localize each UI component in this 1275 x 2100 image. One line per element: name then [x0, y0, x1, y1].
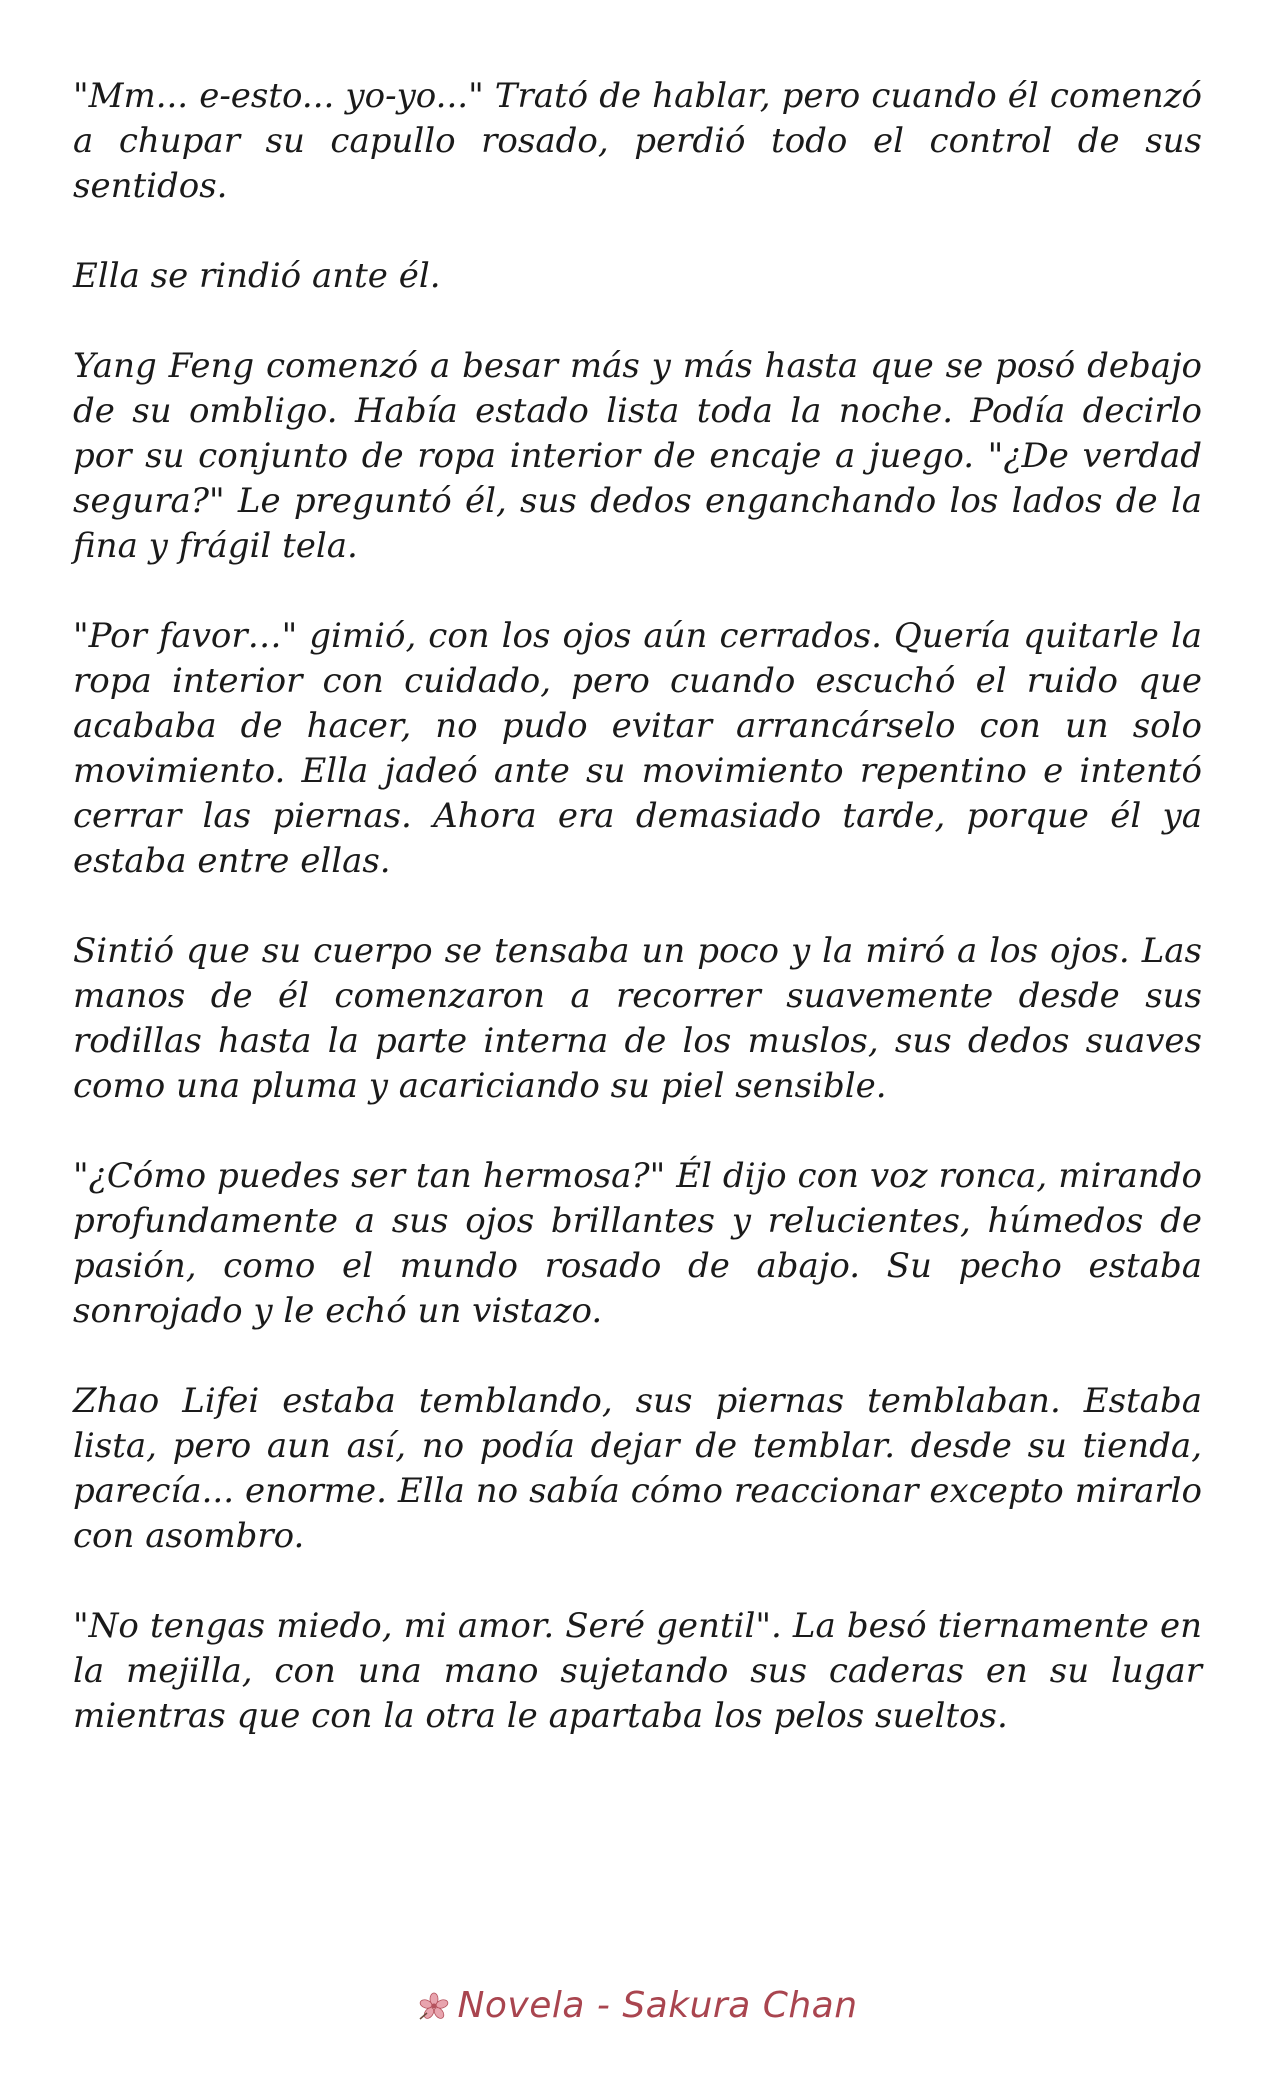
- paragraph-7: Zhao Lifei estaba temblando, sus piernas temblaban. Estaba lista, pero aun así, no podía dejar de temblar. desde su tienda, parecía... enorme. Ella no sabía cómo reaccionar excepto mirarlo con asombro.: [73, 1381, 1202, 1556]
- paragraph-5: Sintió que su cuerpo se tensaba un poco y la miró a los ojos. Las manos de él comenzaron a recorrer suavemente desde sus rodillas hasta la parte interna de los muslos, sus dedos suaves como una pluma y acariciando su piel sensible.: [73, 931, 1202, 1106]
- footer-text: Novela - Sakura Chan: [457, 1985, 858, 2026]
- footer-watermark: [0, 1985, 1275, 2026]
- paragraph-2: Ella se rindió ante él.: [73, 256, 441, 296]
- paragraph-6: "¿Cómo puedes ser tan hermosa?" Él dijo con voz ronca, mirando profundamente a sus ojos brillantes y relucientes, húmedos de pasión, como el mundo rosado de abajo. Su pecho estaba sonrojado y le echó un vistazo.: [73, 1156, 1202, 1331]
- paragraph-3: Yang Feng comenzó a besar más y más hasta que se posó debajo de su ombligo. Había estado lista toda la noche. Podía decirlo por su conjunto de ropa interior de encaje a juego. "¿De verdad segura?" Le preguntó él, sus dedos enganchando los lados de la fina y frágil tela.: [73, 346, 1202, 566]
- paragraph-4: "Por favor…" gimió, con los ojos aún cerrados. Quería quitarle la ropa interior con cuidado, pero cuando escuchó el ruido que acababa de hacer, no pudo evitar arrancárselo con un solo movimiento. Ella jadeó ante su movimiento repentino e intentó cerrar las piernas. Ahora era demasiado tarde, porque él ya estaba entre ellas.: [73, 616, 1202, 881]
- cherry-blossom-icon: [417, 1989, 451, 2019]
- paragraph-8: "No tengas miedo, mi amor. Seré gentil". La besó tiernamente en la mejilla, con una mano sujetando sus caderas en su lugar mientras que con la otra le apartaba los pelos sueltos.: [73, 1606, 1202, 1736]
- paragraph-1: "Mm... e-esto... yo-yo..." Trató de hablar, pero cuando él comenzó a chupar su capullo rosado, perdió todo el control de sus sentidos.: [73, 76, 1202, 206]
